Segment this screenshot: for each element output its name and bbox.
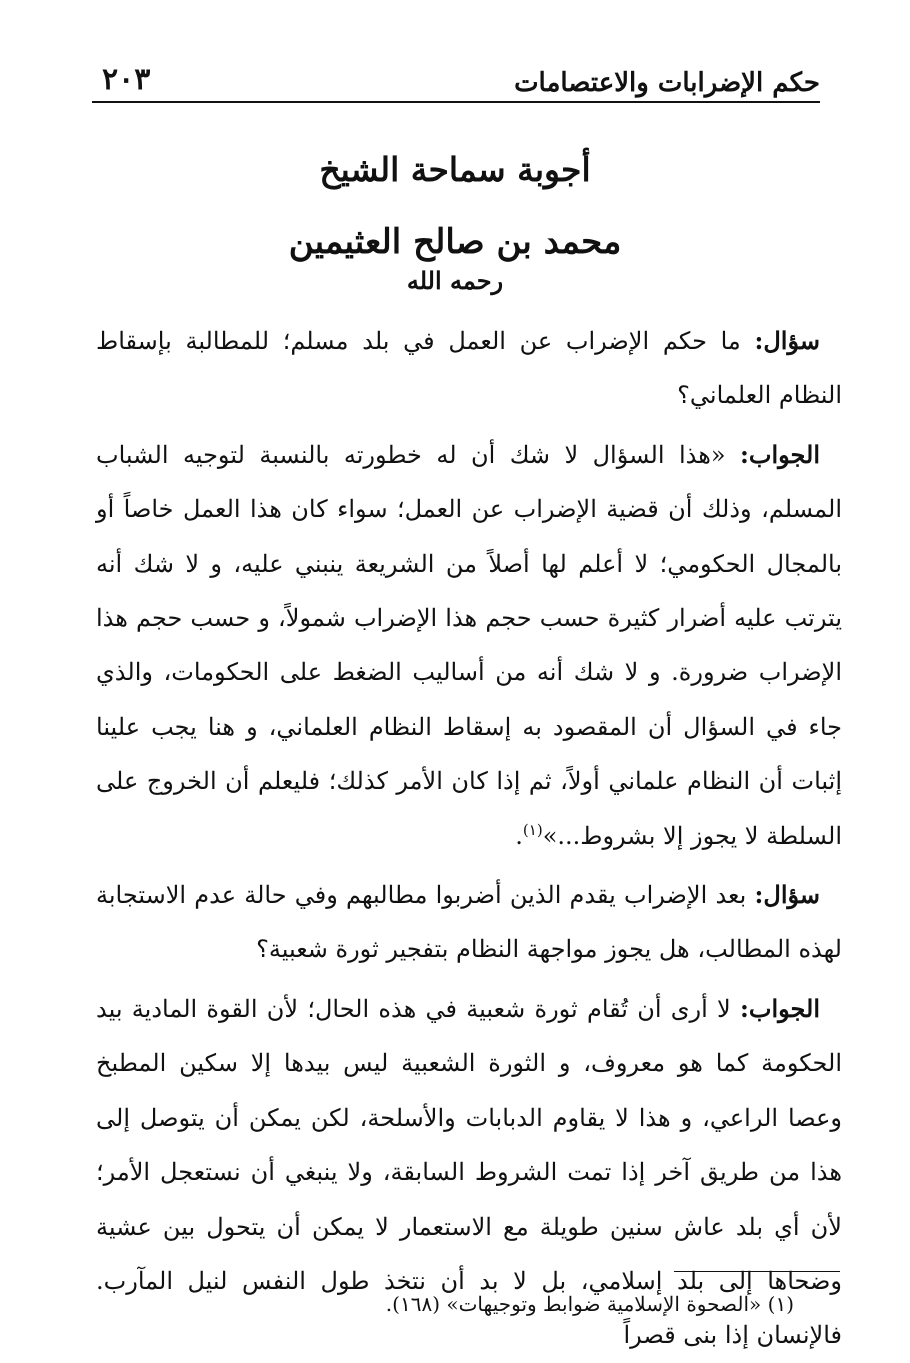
footnote: (١) «الصحوة الإسلامية ضوابط وتوجيهات» (١٦٨).	[385, 1292, 794, 1316]
question-text: ما حكم الإضراب عن العمل في بلد مسلم؛ للمطالبة بإسقاط النظام العلماني؟	[96, 327, 842, 410]
footnote-rule	[674, 1271, 840, 1272]
running-title: حكم الإضرابات والاعتصامات	[514, 68, 820, 98]
running-header	[92, 56, 820, 104]
scholar-name-heading: محمد بن صالح العثيمين	[288, 222, 622, 262]
answer-text: لا أرى أن تُقام ثورة شعبية في هذه الحال؛ لأن القوة المادية بيد الحكومة كما هو معروف، و الثورة الشعبية ليس بيدها إلا سكين المطبخ وعصا الراعي، و هذا لا يقاوم الدبابات والأسلحة، لكن يمكن أن يتوصل إلى هذا من طريق آخر إذا تمت الشروط السابقة، ولا ينبغي أن نستعجل الأمر؛ لأن أي بلد عاش سنين طويلة مع الاستعمار لا يمكن أن يتحول بين عشية وضحاها إلى بلد إسلامي، بل لا بد أن نتخذ طول النفس لنيل المآرب. فالإنسان إذا بنى قصراً	[96, 994, 842, 1350]
question-paragraph	[96, 314, 842, 423]
answer-paragraph	[96, 428, 842, 863]
header-rule	[92, 101, 820, 103]
answer-text: «هذا السؤال لا شك أن له خطورته بالنسبة لتوجيه الشباب المسلم، وذلك أن قضية الإضراب عن العمل؛ سواء كان هذا العمل خاصاً أو بالمجال الحكومي؛ لا أعلم لها أصلاً من الشريعة ينبني عليه، و لا شك أنه يترتب عليه أضرار كثيرة حسب حجم هذا الإضراب شمولاً، و حسب حجم هذا الإضراب ضرورة. و لا شك أنه من أساليب الضغط على الحكومات، والذي جاء في السؤال أن المقصود به إسقاط النظام العلماني، و هنا يجب علينا إثبات أن النظام علماني أولاً، ثم إذا كان الأمر كذلك؛ فليعلم أن الخروج على السلطة لا يجوز إلا بشروط...»	[96, 440, 842, 850]
section-heading: أجوبة سماحة الشيخ	[319, 150, 591, 189]
answer-label: الجواب:	[740, 439, 820, 469]
page-number: ٢٠٣	[102, 62, 151, 97]
question-paragraph	[96, 868, 842, 977]
question-label: سؤال:	[754, 880, 820, 910]
body-text	[96, 314, 842, 1363]
answer-trailing-punctuation: .	[515, 821, 523, 850]
footnote-marker: (١)	[522, 820, 543, 839]
question-text: بعد الإضراب يقدم الذين أضربوا مطالبهم وفي حالة عدم الاستجابة لهذه المطالب، هل يجوز مواجهة النظام بتفجير ثورة شعبية؟	[96, 881, 842, 964]
question-label: سؤال:	[754, 326, 820, 355]
answer-label: الجواب:	[740, 993, 820, 1023]
honorific-heading: رحمه الله	[406, 266, 504, 295]
